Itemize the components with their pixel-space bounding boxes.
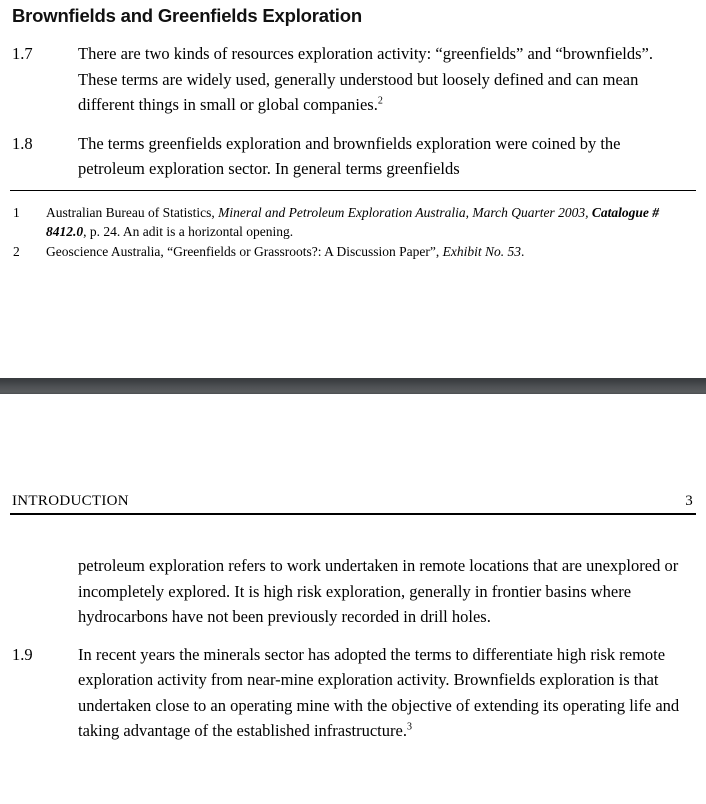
paragraph-1-9: [10, 642, 696, 744]
paragraph-number: 1.7: [12, 44, 33, 64]
footnote-text-plain: Geoscience Australia, “Greenfields or Grassroots?: A Discussion Paper”,: [46, 243, 443, 259]
page-gap-whitespace: [0, 394, 706, 493]
continuation-paragraph: [10, 553, 696, 630]
page-number: 3: [685, 493, 693, 509]
footnote-text-plain-tail: .: [521, 243, 525, 259]
paragraph-1-7: [10, 41, 696, 118]
section-heading: Brownfields and Greenfields Exploration: [12, 5, 362, 26]
footnote-text-bold-italic: Catalogue # 8412.0: [46, 204, 659, 239]
document-page-one: [0, 0, 706, 378]
footnote-text: [46, 203, 696, 241]
paragraph-text-main: There are two kinds of resources exploration activity: “greenfields” and “brownfields”. These terms are widely used, generally understood but loosely defined and can mean different things in small or global companies.: [78, 44, 653, 115]
footnote-text-plain: Australian Bureau of Statistics,: [46, 204, 219, 220]
paragraph-number: 1.8: [12, 133, 33, 153]
footnote-marker[interactable]: 3: [406, 721, 412, 733]
footnote-marker[interactable]: 2: [377, 95, 383, 107]
paragraph-text: petroleum exploration refers to work undertaken in remote locations that are unexplored or incompletely explored. It is high risk exploration, generally in frontier basins where hydrocarbons have not been previously recorded in drill holes.: [78, 556, 679, 626]
footnote-text-italic: Exhibit No. 53: [442, 243, 522, 259]
document-page-two: [0, 493, 706, 744]
footnote-text-italic: Mineral and Petroleum Exploration Australia, March Quarter 2003,: [218, 204, 589, 220]
footnote-separator-rule: [10, 190, 696, 191]
paragraph-text-main: In recent years the minerals sector has adopted the terms to differentiate high risk remote exploration activity from near-mine exploration activity. Brownfields exploration is that undertaken close to an operating mine with the objective of extending its operating life and taking advantage of the established infrastructure.: [78, 644, 680, 740]
footnote-item: [10, 242, 696, 261]
paragraph-text: The terms greenfields exploration and brownfields exploration were coined by the petroleum exploration sector. In general terms greenfields: [78, 133, 621, 179]
paragraph-text: [78, 642, 696, 744]
running-head: [10, 493, 696, 515]
paragraph-1-8: [10, 131, 696, 182]
paragraph-text: [78, 41, 696, 118]
page-two-body: [10, 553, 696, 744]
page-separator-band: [0, 378, 706, 394]
footnote-list: [10, 203, 696, 261]
footnote-item: [10, 203, 696, 241]
footnote-text-plain-tail: , p. 24. An adit is a horizontal opening.: [83, 223, 294, 239]
paragraph-number: 1.9: [12, 644, 33, 664]
footnote-text: [46, 242, 696, 261]
footnote-number: 1: [13, 204, 20, 220]
running-head-title: INTRODUCTION: [12, 493, 129, 509]
footnote-number: 2: [13, 243, 20, 259]
